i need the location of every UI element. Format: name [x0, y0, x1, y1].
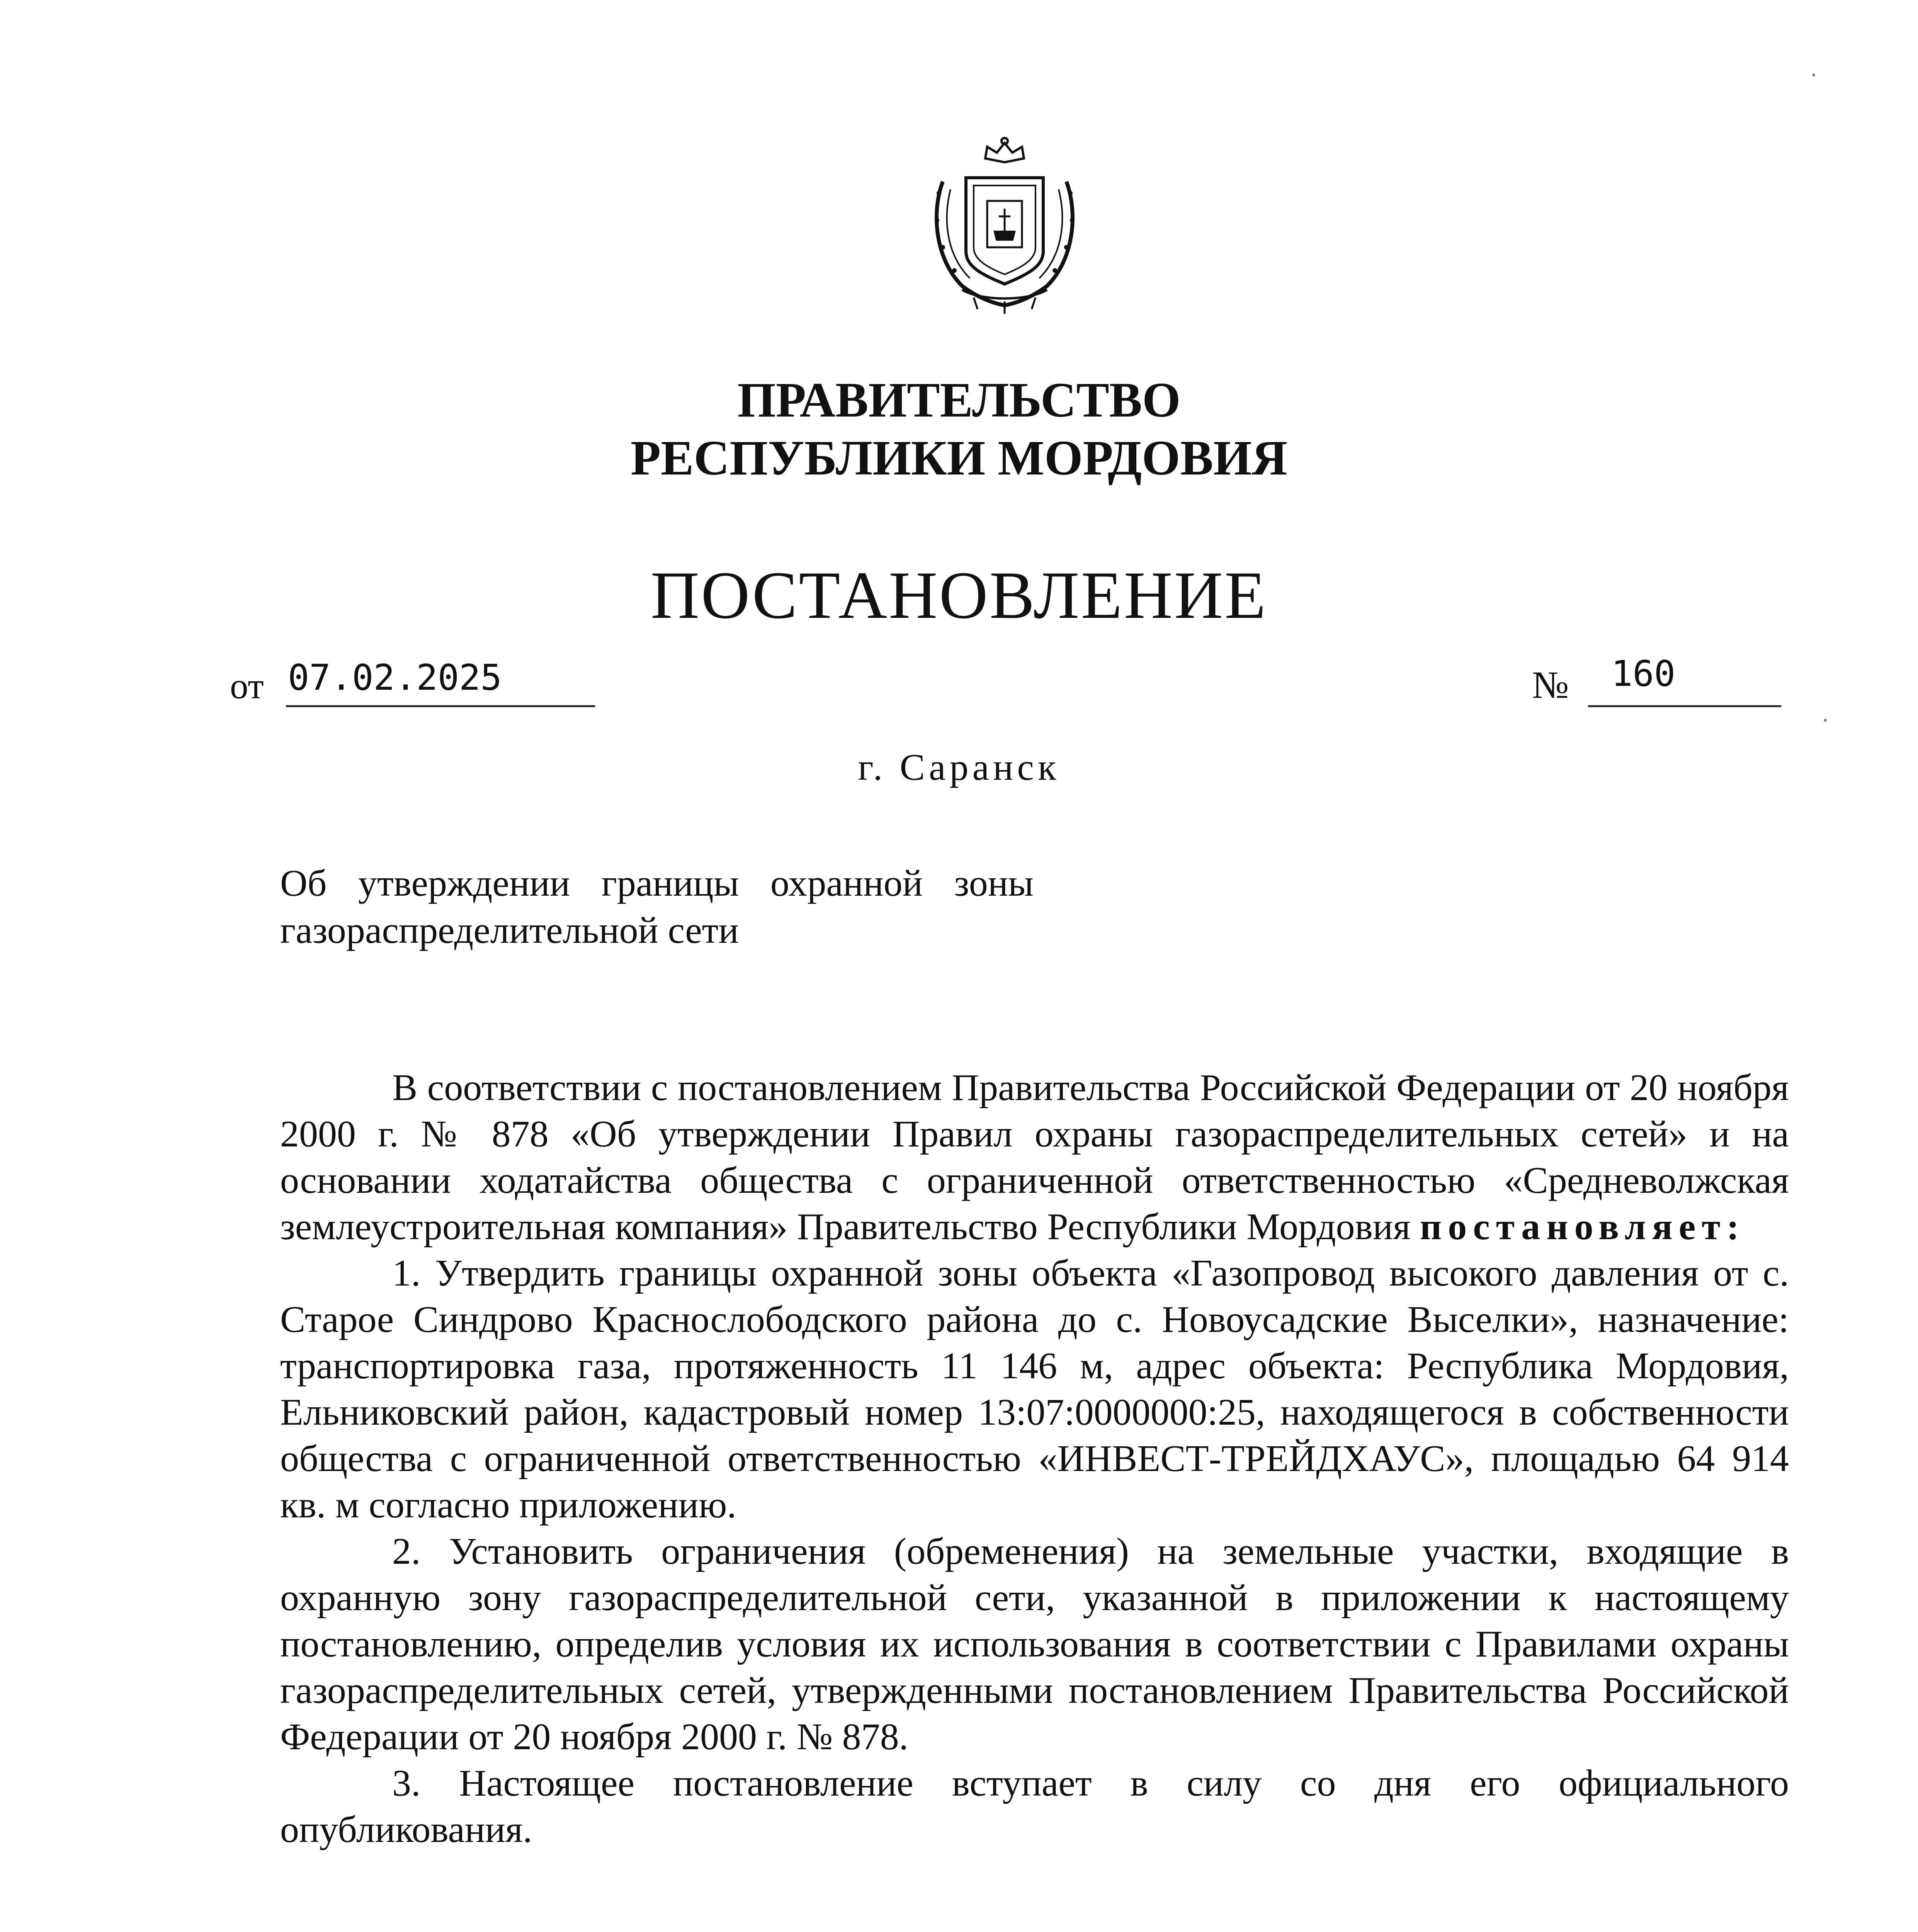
preamble-text: В соответствии с постановлением Правительства Российской Федерации от 20 ноября 2000 г. № 878 «Об утверждении Правил охраны газораспределительных сетей» и на основании ходатайства общества с ограниченной ответственностью «Средневолжская землеустроительная компания» Правительство Республики Мордовия: [280, 1067, 1789, 1248]
preamble-paragraph: [280, 1065, 1789, 1250]
number-prefix: №: [1532, 663, 1569, 706]
date-underline: [286, 705, 595, 707]
date-prefix: от: [230, 665, 264, 706]
list-item: 1. Утвердить границы охранной зоны объекта «Газопровод высокого давления от с. Старое Синдрово Краснослободского района до с. Новоусадские Выселки», назначение: транспортировка газа, протяженность 11 146 м, адрес объекта: Республика Мордовия, Ельниковский район, кадастровый номер 13:07:0000000:25, находящегося в собственности общества с ограниченной ответственностью «ИНВЕСТ-ТРЕЙДХАУС», площадью 64 914 кв. м согласно приложению.: [280, 1252, 1789, 1526]
document-subject: Об утверждении границы охранной зоны газораспределительной сети: [280, 862, 1034, 951]
city: г. Саранск: [858, 747, 1060, 788]
scan-speck: [1824, 719, 1827, 722]
document-body: [280, 1065, 1789, 1853]
document-date: 07.02.2025: [288, 657, 502, 698]
org-name-line2: РЕСПУБЛИКИ МОРДОВИЯ: [630, 430, 1288, 485]
list-item: 2. Установить ограничения (обременения) на земельные участки, входящие в охранную зону газораспределительной сети, указанной в приложении к настоящему постановлению, определив условия их использования в соответствии с Правилами охраны газораспределительных сетей, утвержденными постановлением Правительства Российской Федерации от 20 ноября 2000 г. № 878.: [280, 1531, 1789, 1758]
decree-word: постановляет:: [1420, 1206, 1746, 1248]
coat-of-arms-icon: [916, 135, 1093, 317]
document-number: 160: [1611, 653, 1676, 694]
list-item: 3. Настоящее постановление вступает в силу со дня его официального опубликования.: [280, 1762, 1789, 1850]
scan-speck: [1812, 73, 1815, 77]
number-underline: [1588, 705, 1781, 707]
document-type: ПОСТАНОВЛЕНИЕ: [650, 558, 1268, 633]
org-name-line1: ПРАВИТЕЛЬСТВО: [737, 372, 1181, 427]
